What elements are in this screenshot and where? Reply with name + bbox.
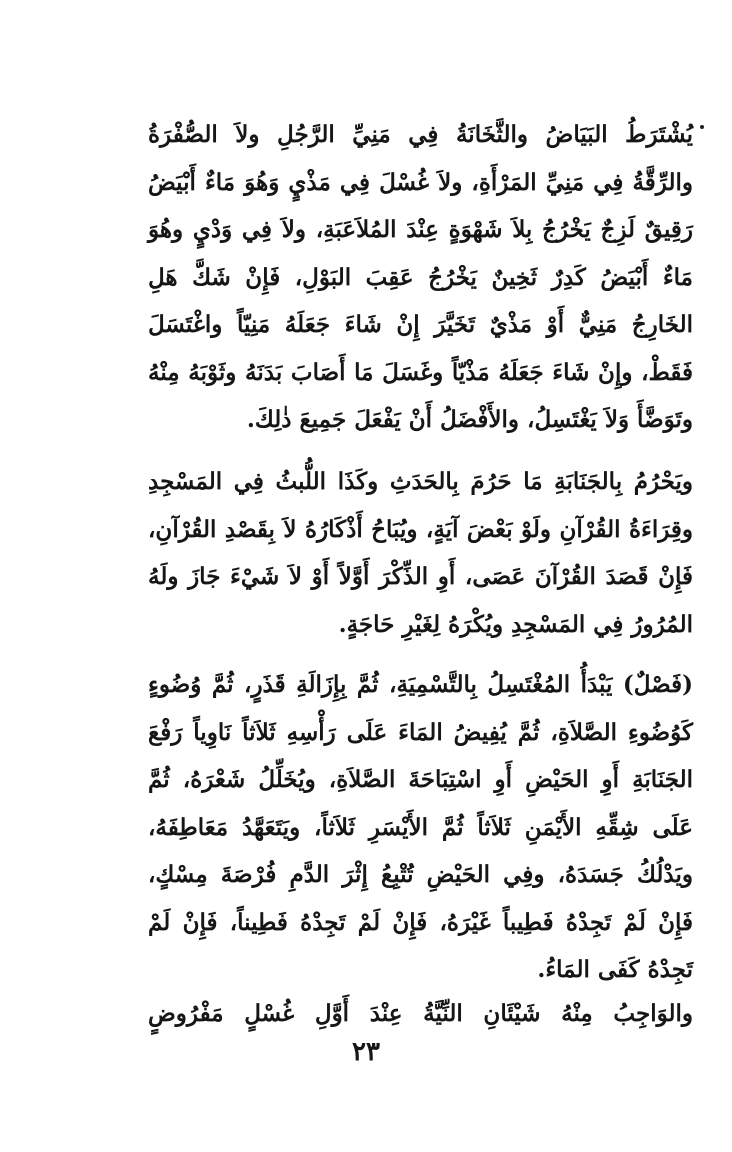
page-number: ٢٣ <box>352 1037 380 1067</box>
paragraph-semen-madhy-wady: يُشْتَرَطُ البَيَاضُ والثَّخَانَةُ فِي مَنِيِّ الرَّجُلِ ولاَ الصُّفْرَةُ والرِّقَّةُ فِي مَنِيِّ المَرْأَةِ، ولاَ غُسْلَ فِي مَذْيٍ وَهُوَ مَاءٌ أَبْيَضُ رَقِيقٌ لَزِجٌ يَخْرُجُ بِلاَ شَهْوَةٍ عِنْدَ المُلاَعَبَةِ، ولاَ فِي وَدْيٍ وهُوَ مَاءٌ أَبْيَضُ كَدِرٌ ثَخِينٌ يَخْرُجُ عَقِبَ البَوْلِ، فَإِنْ شَكَّ هَلِ الخَارِجُ مَنِيٌّ أَوْ مَذْيٌ تَخَيَّرَ إِنْ شَاءَ جَعَلَهُ مَنِيّاً واغْتَسَلَ فَقَطْ، وإِنْ شَاءَ جَعَلَهُ مَذْيّاً وغَسَلَ مَا أَصَابَ بَدَنَهُ وثَوْبَهُ مِنْهُ وتَوَضَّأَ وَلاَ يَغْتَسِلُ، والأَفْضَلُ أَنْ يَفْعَلَ جَمِيعَ ذٰلِكَ. <box>148 121 693 433</box>
paragraph-ghusl-obligations: والوَاجِبُ مِنْهُ شَيْئَانِ النِّيَّةُ عِنْدَ أَوَّلِ غُسْلٍ مَفْرُوضٍ <box>148 1000 693 1027</box>
paragraph-janabah-prohibitions: ويَحْرُمُ بِالجَنَابَةِ مَا حَرُمَ بِالحَدَثِ وكَذَا اللُّبثُ فِي المَسْجِدِ وقِرَاءَةُ القُرْآنِ ولَوْ بَعْضَ آيَةٍ، ويُبَاحُ أَذْكَارُهُ لاَ بِقَصْدِ القُرْآنِ، فَإِنْ قَصَدَ القُرْآنَ عَصَى، أَوِ الذِّكْرَ أَوَّلاً أَوْ لاَ شَيْءَ جَازَ ولَهُ المُرُورُ فِي المَسْجِدِ ويُكْرَهُ لِغَيْرِ حَاجَةٍ. <box>148 468 693 638</box>
paragraph-ghusl-method: (فَصْلٌ) يَبْدَأُ المُغْتَسِلُ بِالتَّسْمِيَةِ، ثُمَّ بِإِزَالَةِ قَذَرٍ، ثُمَّ وُضُوءٍ كَوُضُوءِ الصَّلاَةِ، ثُمَّ يُفِيضُ المَاءَ عَلَى رَأْسِهِ ثَلاَثاً نَاوِياً رَفْعَ الجَنَابَةِ أَوِ الحَيْضِ أَوِ اسْتِبَاحَةَ الصَّلاَةِ، ويُخَلِّلُ شَعْرَهُ، ثُمَّ عَلَى شِقِّهِ الأَيْمَنِ ثَلاَثاً ثُمَّ الأَيْسَرِ ثَلاَثاً، ويَتَعَهَّدُ مَعَاطِفَهُ، ويَدْلُكُ جَسَدَهُ، وفِي الحَيْضِ تُتْبِعُ إِثْرَ الدَّمِ فُرْصَةَ مِسْكٍ، فَإِنْ لَمْ تَجِدْهُ فَطِيباً غَيْرَهُ، فَإِنْ لَمْ تَجِدْهُ فَطِيناً، فَإِنْ لَمْ تَجِدْهُ كَفَى المَاءُ. <box>148 671 693 983</box>
margin-mark <box>700 125 704 129</box>
